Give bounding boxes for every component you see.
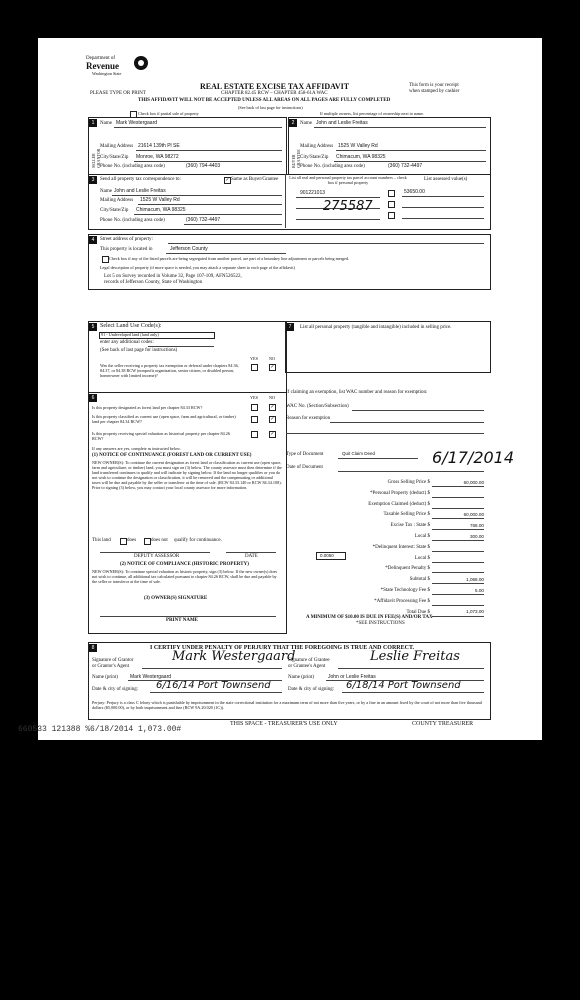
reason-label: Reason for exemption: [286, 416, 331, 421]
same-as-buyer-label: Same as Buyer/Grantee: [231, 177, 279, 182]
financial-row-value[interactable]: 1,068.00: [466, 576, 484, 582]
buyer-city-label: City/State/Zip: [300, 155, 329, 160]
seller-phone-field[interactable]: (360) 794-4403: [186, 163, 221, 169]
s6-q1-yes-checkbox[interactable]: [251, 404, 258, 411]
s3-phone-label: Phone No. (including area code): [100, 218, 165, 223]
assessed-header: List assessed value(s): [424, 177, 468, 182]
receipt-note-1: This form is your receipt: [409, 83, 459, 88]
exemption-label: If claiming an exemption, list WAC number and reason for exemption:: [286, 390, 428, 395]
section-number: 3: [89, 176, 97, 184]
segregation-checkbox[interactable]: [102, 256, 109, 263]
grantee-name-field[interactable]: John or Leslie Freitas: [328, 674, 376, 680]
financial-row-label: Local $: [414, 555, 430, 561]
legal-line-1[interactable]: Lot 5 on Survey recorded in Volume 32, Page 107-109, AFN526522,: [104, 274, 242, 279]
financial-row-label: Local $: [414, 534, 430, 539]
s6-q2-no-checkbox[interactable]: ✓: [270, 417, 275, 422]
s6-yes: YES: [250, 395, 258, 400]
financial-row-label: Taxable Selling Price $: [383, 512, 430, 518]
financial-row-label: *Affidavit Processing Fee $: [374, 598, 430, 604]
buyer-address-label: Mailing Address: [300, 144, 334, 149]
parcel-field[interactable]: 901221013: [300, 190, 326, 196]
financial-row-label: Gross Selling Price $: [387, 480, 430, 485]
s3-name-label: Name: [100, 189, 112, 194]
see-back-note: (See back of last page for instructions): [238, 105, 303, 110]
s5-no: NO: [269, 356, 276, 361]
s6-if-yes: If any answers are yes, complete as instructed below.: [92, 446, 181, 451]
financial-row-value[interactable]: 60,000.00: [463, 511, 484, 517]
s5-see-back: (See back of last page for instructions): [100, 348, 178, 353]
s5-question-1: Was the seller receiving a property tax exemption or deferral under chapters 84.36, 84.37, or 84.38 RCW (nonprofit organization, senior citizen, or disabled person, homeowner with limited income)?: [100, 363, 239, 378]
doc-type-field[interactable]: Quit Claim Deed: [342, 451, 376, 456]
s6-question-1: Is this property designated as forest land per chapter 84.33 RCW?: [92, 405, 203, 410]
notice-2-title: (2) NOTICE OF COMPLIANCE (HISTORIC PROPERTY): [120, 562, 249, 567]
qualify-label: qualify for continuance.: [174, 538, 222, 543]
grantor-date-label: Date & city of signing:: [92, 687, 139, 692]
county-label: This property is located in: [100, 247, 153, 252]
s6-q1-no-checkbox[interactable]: ✓: [270, 405, 275, 410]
grantor-date-field[interactable]: 6/16/14 Port Townsend: [156, 680, 271, 691]
land-does-label: does: [127, 538, 137, 543]
financial-row-label: Exemption Claimed (deduct) $: [368, 501, 430, 507]
doc-date-field[interactable]: 6/17/2014: [432, 448, 515, 467]
land-does-not-checkbox[interactable]: [144, 538, 151, 545]
seller-name-label: Name: [100, 121, 112, 126]
financial-row-label: *Delinquent Interest: State $: [372, 544, 430, 550]
personal-property-label: List all personal property (tangible and intangible) included in selling price.: [300, 325, 452, 330]
buyer-city-field[interactable]: Chimacum, WA 98325: [336, 154, 386, 160]
s6-q3-no-checkbox[interactable]: ✓: [270, 432, 275, 437]
handwritten-number: 275587: [323, 199, 373, 214]
seller-address-label: Mailing Address: [100, 144, 134, 149]
personal-property-checkbox[interactable]: [388, 190, 395, 197]
s6-q3-yes-checkbox[interactable]: [251, 431, 258, 438]
section-number: 6: [89, 394, 97, 402]
s6-question-3: Is this property receiving special valuation as historical property per chapter 84.26 RCW?: [92, 431, 230, 441]
s3-address-field[interactable]: 1525 W Valley Rd: [140, 197, 180, 203]
section-number: 2: [289, 119, 297, 127]
seller-name-field[interactable]: Mark Westergaard: [116, 120, 158, 126]
s6-q2-yes-checkbox[interactable]: [251, 416, 258, 423]
perjury-notice: Perjury: Perjury is a class C felony which is punishable by imprisonment in the state correctional institution for a maximum term of not more than five years, or by a fine in an amount fixed by the court of not more than five thousand dollars ($5,000.00), or by both imprisonment and fine (RCW 9A.20.020 (1C)).: [92, 700, 482, 710]
financial-row-value[interactable]: 60,000.00: [463, 479, 484, 485]
dept-line3: Washington State: [92, 71, 122, 76]
legal-line-2[interactable]: records of Jefferson County, State of Washington: [104, 280, 203, 285]
treasurer-space-label: THIS SPACE - TREASURER'S USE ONLY: [230, 721, 338, 727]
assessed-field[interactable]: 53650.00: [404, 189, 425, 195]
section-number: 8: [89, 644, 97, 652]
grantee-date-label: Date & city of signing:: [288, 687, 335, 692]
partial-sale-label: Check box if partial sale of property: [138, 111, 199, 116]
section-number: 5: [89, 323, 97, 331]
land-use-value: 91 - Undeveloped land (land only): [101, 332, 159, 337]
grantee-sig-label: Signature of Grantee or Grantee's Agent: [288, 658, 330, 669]
form-chapter: CHAPTER 82.45 RCW – CHAPTER 458-61A WAC: [221, 91, 328, 96]
grantor-name-label: Name (print): [92, 675, 118, 680]
dept-line2: Revenue: [86, 61, 119, 71]
legal-description-label: Legal description of property (if more space is needed, you may attach a separate sheet to each page of the affidavit): [100, 265, 295, 270]
notice-1-body: NEW OWNER(S): To continue the current designation as forest land or classification as current use (open space, farm and agriculture, or timber) land, you must sign on (3) below. The county assessor must then determine if the land transferred continues to qualify and will indicate by signing below. If the land no longer qualifies or you do not wish to continue the designation or classification, it will be removed and the compensating or additional taxes will be due and payable by the seller or transferor at the time of sale. (RCW 84.33.140 or RCW 84.34.108). Prior to signing (3) below, you may contact your local county assessor for more information.: [92, 460, 282, 490]
seller-address-field[interactable]: 21614 139th Pl SE: [138, 143, 180, 149]
certify-text: I CERTIFY UNDER PENALTY OF PERJURY THAT THE FOREGOING IS TRUE AND CORRECT.: [150, 645, 415, 651]
form-warning: THIS AFFIDAVIT WILL NOT BE ACCEPTED UNLESS ALL AREAS ON ALL PAGES ARE FULLY COMPLETED: [138, 98, 391, 103]
wac-label: WAC No. (Section/Subsection): [286, 404, 349, 409]
buyer-phone-field[interactable]: (360) 732-4497: [388, 163, 423, 169]
see-instructions-note: *SEE INSTRUCTIONS: [356, 621, 405, 626]
recording-stamp: 660533 121388 %6/18/2014 1,073.00#: [18, 725, 182, 734]
revenue-logo-icon: [134, 56, 148, 70]
local-rate-field[interactable]: 0.0050: [320, 553, 334, 558]
s3-city-label: City/State/Zip: [100, 208, 129, 213]
s5-q1-no-checkbox[interactable]: ✓: [270, 365, 275, 370]
s6-question-2: Is this property classified as current use (open space, farm and agricultural, or timber) land per chapter 84.34 RCW?: [92, 414, 236, 424]
print-name-label: PRINT NAME: [166, 618, 198, 623]
financial-row-value[interactable]: 300.00: [469, 533, 484, 539]
grantor-signature[interactable]: Mark Westergaard: [172, 649, 296, 664]
receipt-note-2: when stamped by cashier: [409, 89, 460, 94]
parcel-header: List all real and personal property tax parcel account numbers – check box if personal property: [289, 175, 407, 185]
financial-row-label: *State Technology Fee $: [380, 588, 430, 593]
date-label: DATE: [245, 554, 258, 559]
please-type: PLEASE TYPE OR PRINT: [90, 91, 146, 96]
financial-row-label: Excise Tax : State $: [390, 523, 430, 529]
financial-row-value[interactable]: 768.00: [469, 522, 484, 528]
personal-property-checkbox[interactable]: [388, 201, 395, 208]
multiple-owners-note: If multiple owners, list percentage of ownership next to name.: [320, 111, 425, 116]
same-as-buyer-checkbox[interactable]: ✓: [225, 178, 230, 183]
land-does-checkbox[interactable]: [120, 538, 127, 545]
financial-row-label: Subtotal $: [409, 577, 430, 583]
deputy-assessor-label: DEPUTY ASSESSOR: [134, 554, 180, 559]
personal-property-checkbox[interactable]: [388, 212, 395, 219]
s3-phone-field[interactable]: (360) 732-4497: [186, 217, 221, 223]
financial-row-label: Total Due $: [406, 609, 430, 615]
s5-q1-yes-checkbox[interactable]: [251, 364, 258, 371]
land-use-label: Select Land Use Code(s):: [100, 323, 162, 329]
notice-1-title: (1) NOTICE OF CONTINUANCE (FOREST LAND OR CURRENT USE): [92, 453, 252, 458]
grantee-date-field[interactable]: 6/18/14 Port Townsend: [346, 680, 461, 691]
seller-phone-label: Phone No. (including area code): [100, 164, 165, 169]
buyer-phone-label: Phone No. (including area code): [300, 164, 365, 169]
buyer-name-label: Name: [300, 121, 312, 126]
segregation-label: Check box if any of the listed parcels are being segregated from another parcel, are part of a boundary line adjustment or parcels being merged.: [109, 256, 350, 261]
section-number: 4: [89, 236, 97, 244]
seller-city-field[interactable]: Monroe, WA 98272: [136, 154, 179, 160]
section-number: 7: [286, 323, 294, 331]
seller-side-label: SELLER GRANTOR: [91, 148, 101, 168]
street-address-label: Street address of property:: [100, 237, 153, 242]
financial-row-label: *Delinquent Penalty $: [385, 566, 430, 572]
buyer-side-label: BUYER GRANTEE: [291, 149, 301, 168]
dept-line1: Department of: [86, 56, 116, 61]
buyer-name-field[interactable]: John and Leslie Freitas: [316, 120, 368, 126]
land-does-not-label: does not: [151, 538, 168, 543]
s3-name-field[interactable]: John and Leslie Freitas: [114, 188, 166, 194]
owner-signature-label: (3) OWNER(S) SIGNATURE: [144, 596, 208, 601]
doc-type-label: Type of Document: [286, 452, 324, 457]
grantee-name-label: Name (print): [288, 675, 314, 680]
grantor-name-field[interactable]: Mark Westergaard: [130, 674, 172, 680]
grantee-signature[interactable]: Leslie Freitas: [370, 649, 460, 664]
affidavit-page: [38, 38, 542, 740]
minimum-note: A MINIMUM OF $10.00 IS DUE IN FEE(S) AND/OR TAX: [306, 615, 433, 620]
financial-row-value[interactable]: 1,073.00: [466, 609, 484, 615]
financial-row-value[interactable]: 5.00: [475, 587, 484, 593]
s3-address-label: Mailing Address: [100, 198, 134, 203]
financial-row-label: *Personal Property (deduct) $: [370, 490, 430, 496]
this-land-label: This land: [92, 538, 111, 543]
additional-codes-label: enter any additional codes:: [100, 340, 154, 345]
county-field[interactable]: Jefferson County: [170, 246, 208, 252]
s3-city-field[interactable]: Chimacum, WA 98325: [136, 207, 186, 213]
seller-city-label: City/State/Zip: [100, 155, 129, 160]
notice-2-body: NEW OWNER(S): To continue special valuation as historic property, sign (3) below. If the new owner(s) does not wish to continue, all additional tax calculated pursuant to chapter 84.26 RCW, shall be due and payable by the seller or transferor at the time of sale.: [92, 569, 278, 584]
section-number: 1: [89, 119, 97, 127]
county-treasurer-label: COUNTY TREASURER: [412, 721, 474, 727]
doc-date-label: Date of Document: [286, 465, 323, 470]
s6-no: NO: [269, 395, 276, 400]
grantor-sig-label: Signature of Grantor or Grantor's Agent: [92, 658, 134, 669]
form-title: REAL ESTATE EXCISE TAX AFFIDAVIT: [200, 82, 350, 91]
s5-yes: YES: [250, 356, 258, 361]
send-correspondence-label: Send all property tax correspondence to:: [100, 177, 181, 182]
buyer-address-field[interactable]: 1525 W Valley Rd: [338, 143, 378, 149]
